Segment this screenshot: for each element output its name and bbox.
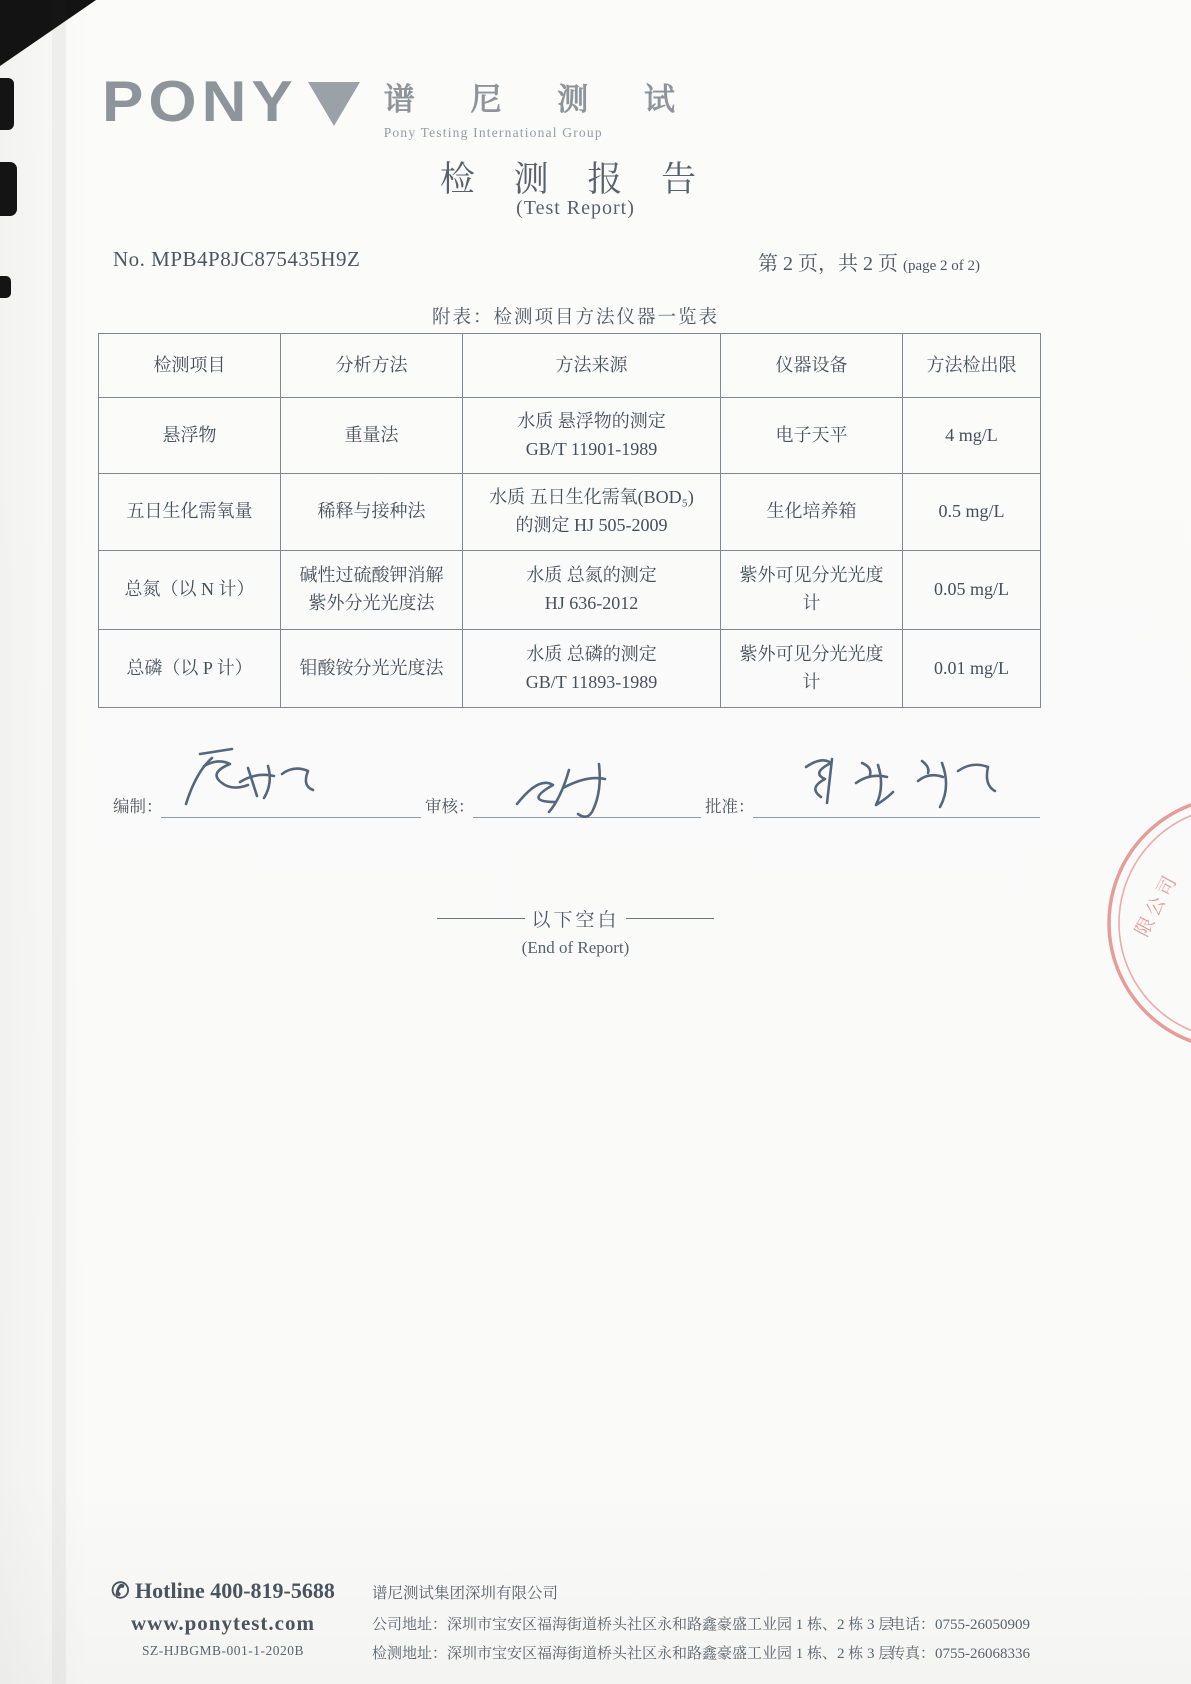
col-header-method: 分析方法 [281, 334, 463, 398]
page-indicator-en: (page 2 of 2) [903, 258, 981, 274]
pony-logo-text: PONY [102, 70, 298, 134]
page-indicator-cn: 第 2 页，共 2 页 [758, 253, 898, 275]
document-code: SZ-HJBGMB-001-1-2020B [141, 1643, 304, 1658]
logo-chinese-name: 谱 尼 测 试 [383, 82, 699, 117]
cell-limit: 0.5 mg/L [903, 474, 1041, 551]
cell-item: 悬浮物 [99, 398, 281, 474]
footer-contact-block [88, 1578, 358, 1659]
cell-method: 重量法 [281, 398, 463, 474]
pony-logo-triangle-icon [308, 82, 360, 126]
cell-limit: 0.01 mg/L [903, 630, 1041, 708]
table-row [99, 630, 1041, 708]
end-dash-left [437, 918, 525, 920]
end-of-report-cn: 以下空白 [531, 910, 620, 931]
table-row [99, 474, 1041, 551]
reviewed-by-label: 审核： [425, 797, 475, 816]
report-title-en: (Test Report) [516, 197, 635, 219]
cell-item: 总氮（以 N 计） [99, 551, 281, 630]
table-row [99, 398, 1041, 474]
cell-method: 钼酸铵分光光度法 [281, 630, 463, 708]
page-indicator [758, 247, 980, 276]
table-caption: 附表：检测项目方法仪器一览表 [431, 308, 719, 328]
col-header-item: 检测项目 [99, 334, 281, 398]
scan-artifact [0, 276, 11, 298]
end-of-report [0, 905, 1171, 932]
end-dash-right [626, 918, 714, 920]
cell-instrument: 生化培养箱 [721, 474, 903, 551]
cell-source: 水质 总磷的测定 GB/T 11893-1989 [463, 630, 721, 708]
col-header-limit: 方法检出限 [903, 334, 1041, 398]
logo-english-name: Pony Testing International Group [383, 125, 603, 140]
cell-instrument: 紫外可见分光光度 计 [721, 551, 903, 630]
scan-artifact-corner [0, 0, 96, 66]
hotline [88, 1578, 358, 1604]
approved-signature [790, 745, 1010, 817]
col-header-instrument: 仪器设备 [721, 334, 903, 398]
cell-source: 水质 总氮的测定 HJ 636-2012 [463, 551, 721, 630]
report-title: 检 测 报 告 [439, 160, 712, 199]
end-of-report-en: (End of Report) [521, 938, 630, 957]
report-number: No. MPB4P8JC875435H9Z [113, 247, 361, 271]
cell-limit: 0.05 mg/L [903, 551, 1041, 630]
cell-item: 总磷（以 P 计） [99, 630, 281, 708]
footer-company-name: 谱尼测试集团深圳有限公司 [372, 1585, 559, 1602]
footer-phone: 电话：0755-26050909 [890, 1617, 1030, 1633]
header [102, 70, 699, 141]
cell-instrument: 电子天平 [721, 398, 903, 474]
scan-streak [52, 0, 66, 1684]
cell-item: 五日生化需氧量 [99, 474, 281, 551]
table-header-row [99, 334, 1041, 398]
col-header-source: 方法来源 [463, 334, 721, 398]
footer-company-address: 公司地址：深圳市宝安区福海街道桥头社区永和路鑫豪盛工业园 1 栋、2 栋 3 层 [372, 1617, 894, 1633]
cell-method: 稀释与接种法 [281, 474, 463, 551]
scan-artifact [0, 78, 14, 130]
hotline-number: Hotline 400-819-5688 [135, 1578, 335, 1603]
cell-method: 碱性过硫酸钾消解 紫外分光光度法 [281, 551, 463, 630]
cell-limit: 4 mg/L [903, 398, 1041, 474]
website-url: www.ponytest.com [131, 1611, 315, 1635]
reviewed-signature [505, 752, 665, 822]
footer-fax: 传真：0755-26068336 [890, 1646, 1030, 1662]
approved-by-label: 批准： [705, 797, 755, 816]
stamp-inner-text: 限公司 [1131, 869, 1183, 941]
table-row [99, 551, 1041, 630]
prepared-signature [170, 742, 360, 822]
prepared-by-label: 编制： [113, 797, 163, 816]
phone-icon: ✆ [111, 1578, 130, 1603]
cell-source: 水质 悬浮物的测定 GB/T 11901-1989 [463, 398, 721, 474]
footer-testing-address: 检测地址：深圳市宝安区福海街道桥头社区永和路鑫豪盛工业园 1 栋、2 栋 3 层 [372, 1646, 894, 1662]
cell-instrument: 紫外可见分光光度 计 [721, 630, 903, 708]
methods-table [98, 333, 1041, 708]
approved-signature-line [753, 817, 1040, 818]
cell-source: 水质 五日生化需氧(BOD₅) 的测定 HJ 505-2009 [463, 474, 721, 551]
